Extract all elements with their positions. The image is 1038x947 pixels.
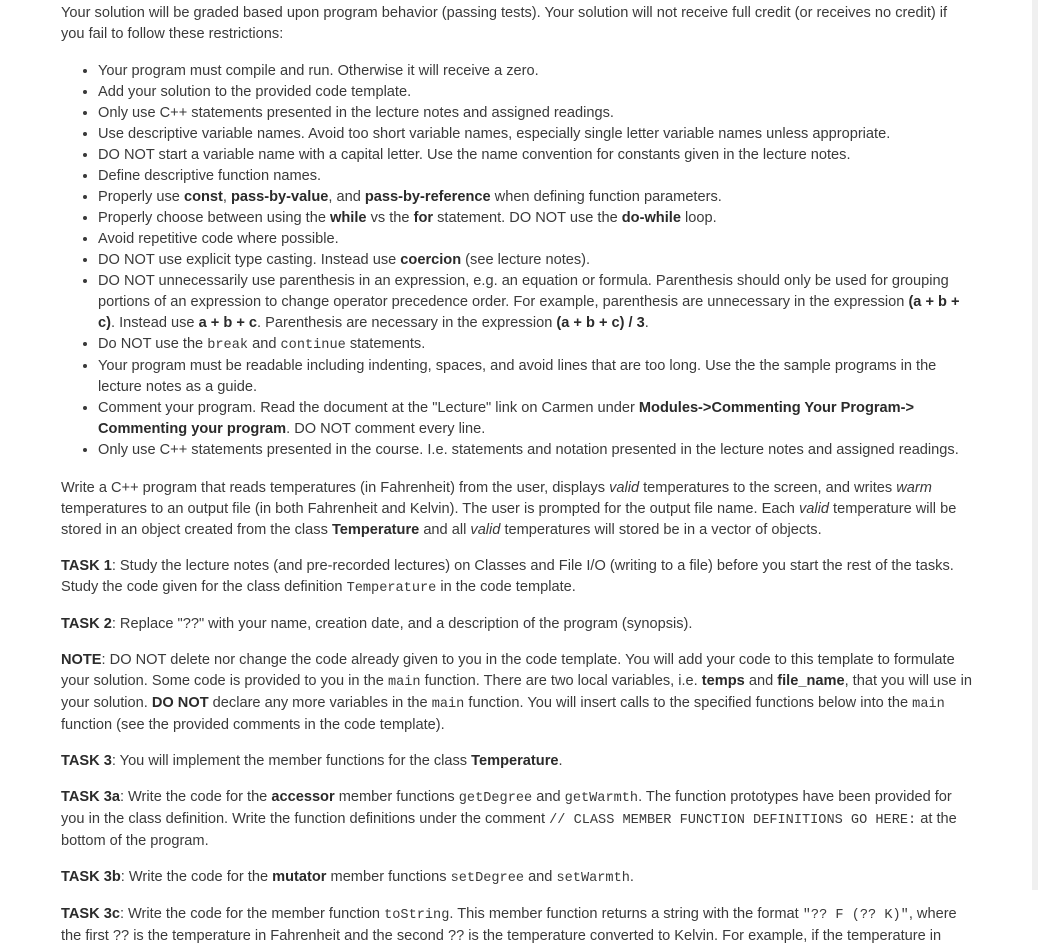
note: NOTE: DO NOT delete nor change the code already given to you in the code template. You will add your code to this template to formulate your solution. Some code is provided to you in the main function. There are two local variables, i.e. temps and file_name, that you will use in your solution. DO NOT declare any more variables in the main function. You will insert calls to the specified functions below into the main function (see the provided comments in the code template).: [61, 652, 972, 733]
list-item: • Add your solution to the provided code template.: [98, 82, 973, 103]
list-item: • Comment your program. Read the document at the "Lecture" link on Carmen under Modules->Commenting Your Program-> Commenting your program. DO NOT comment every line.: [98, 398, 973, 440]
list-item: • Your program must be readable including indenting, spaces, and avoid lines that are too long. Use the the sample programs in the lecture notes as a guide.: [98, 356, 973, 398]
task-1: TASK 1: Study the lecture notes (and pre-recorded lectures) on Classes and File I/O (writing to a file) before you start the rest of the tasks. Study the code given for the class definition Temperature in the code template.: [61, 558, 954, 596]
list-item: • Define descriptive function names.: [98, 166, 973, 187]
program-description: Write a C++ program that reads temperatures (in Fahrenheit) from the user, displays valid temperatures to the screen, and writes warm temperatures to an output file (in both Fahrenheit and Kelvin). The user is prompted for the output file name. Each valid temperature will be stored in an object created from the class Temperature and all valid temperatures will stored be in a vector of objects.: [61, 480, 957, 538]
task-3c: TASK 3c: Write the code for the member function toString. This member function returns a string with the format "?? F (?? K)", where the first ?? is the temperature in Fahrenheit and the second ?? is the temperature converted to Kelvin. For example, if the temperature in: [61, 906, 957, 944]
list-item: • Properly choose between using the while vs the for statement. DO NOT use the do-while loop.: [98, 208, 973, 229]
task-3: TASK 3: You will implement the member functions for the class Temperature.: [61, 753, 563, 769]
rules-list: [61, 61, 973, 461]
list-item: • DO NOT use explicit type casting. Instead use coercion (see lecture notes).: [98, 250, 973, 271]
list-item: • DO NOT start a variable name with a capital letter. Use the name convention for constants given in the lecture notes.: [98, 145, 973, 166]
list-item: • Properly use const, pass-by-value, and pass-by-reference when defining function parameters.: [98, 187, 973, 208]
task-2: TASK 2: Replace "??" with your name, creation date, and a description of the program (synopsis).: [61, 616, 693, 632]
scrollbar-track[interactable]: [1032, 0, 1038, 890]
list-item: • DO NOT unnecessarily use parenthesis in an expression, e.g. an equation or formula. Parenthesis should only be used for grouping portions of an expression to change operator precedence order. For example, parenthesis are unnecessary in the expression (a + b + c). Instead use a + b + c. Parenthesis are necessary in the expression (a + b + c) / 3.: [98, 271, 973, 334]
list-item: • Avoid repetitive code where possible.: [98, 229, 973, 250]
commenting-link-text: Modules->Commenting Your Program-> Commenting your program: [98, 400, 915, 437]
list-item: • Do NOT use the break and continue statements.: [98, 334, 973, 356]
list-item: • Your program must compile and run. Otherwise it will receive a zero.: [98, 61, 973, 82]
list-item: • Only use C++ statements presented in the lecture notes and assigned readings.: [98, 103, 973, 124]
list-item: • Use descriptive variable names. Avoid too short variable names, especially single letter variable names unless appropriate.: [98, 124, 973, 145]
intro-paragraph: Your solution will be graded based upon program behavior (passing tests). Your solution will not receive full credit (or receives no credit) if you fail to follow these restrictions:: [61, 5, 948, 42]
assignment-content: [61, 0, 973, 947]
task-3b: TASK 3b: Write the code for the mutator member functions setDegree and setWarmth.: [61, 869, 634, 886]
list-item: • Only use C++ statements presented in the course. I.e. statements and notation presented in the lecture notes and assigned readings.: [98, 440, 973, 461]
task-3a: TASK 3a: Write the code for the accessor member functions getDegree and getWarmth. The function prototypes have been provided for you in the class definition. Write the function definitions under the comment // CLASS MEMBER FUNCTION DEFINITIONS GO HERE: at the bottom of the program.: [61, 789, 957, 849]
